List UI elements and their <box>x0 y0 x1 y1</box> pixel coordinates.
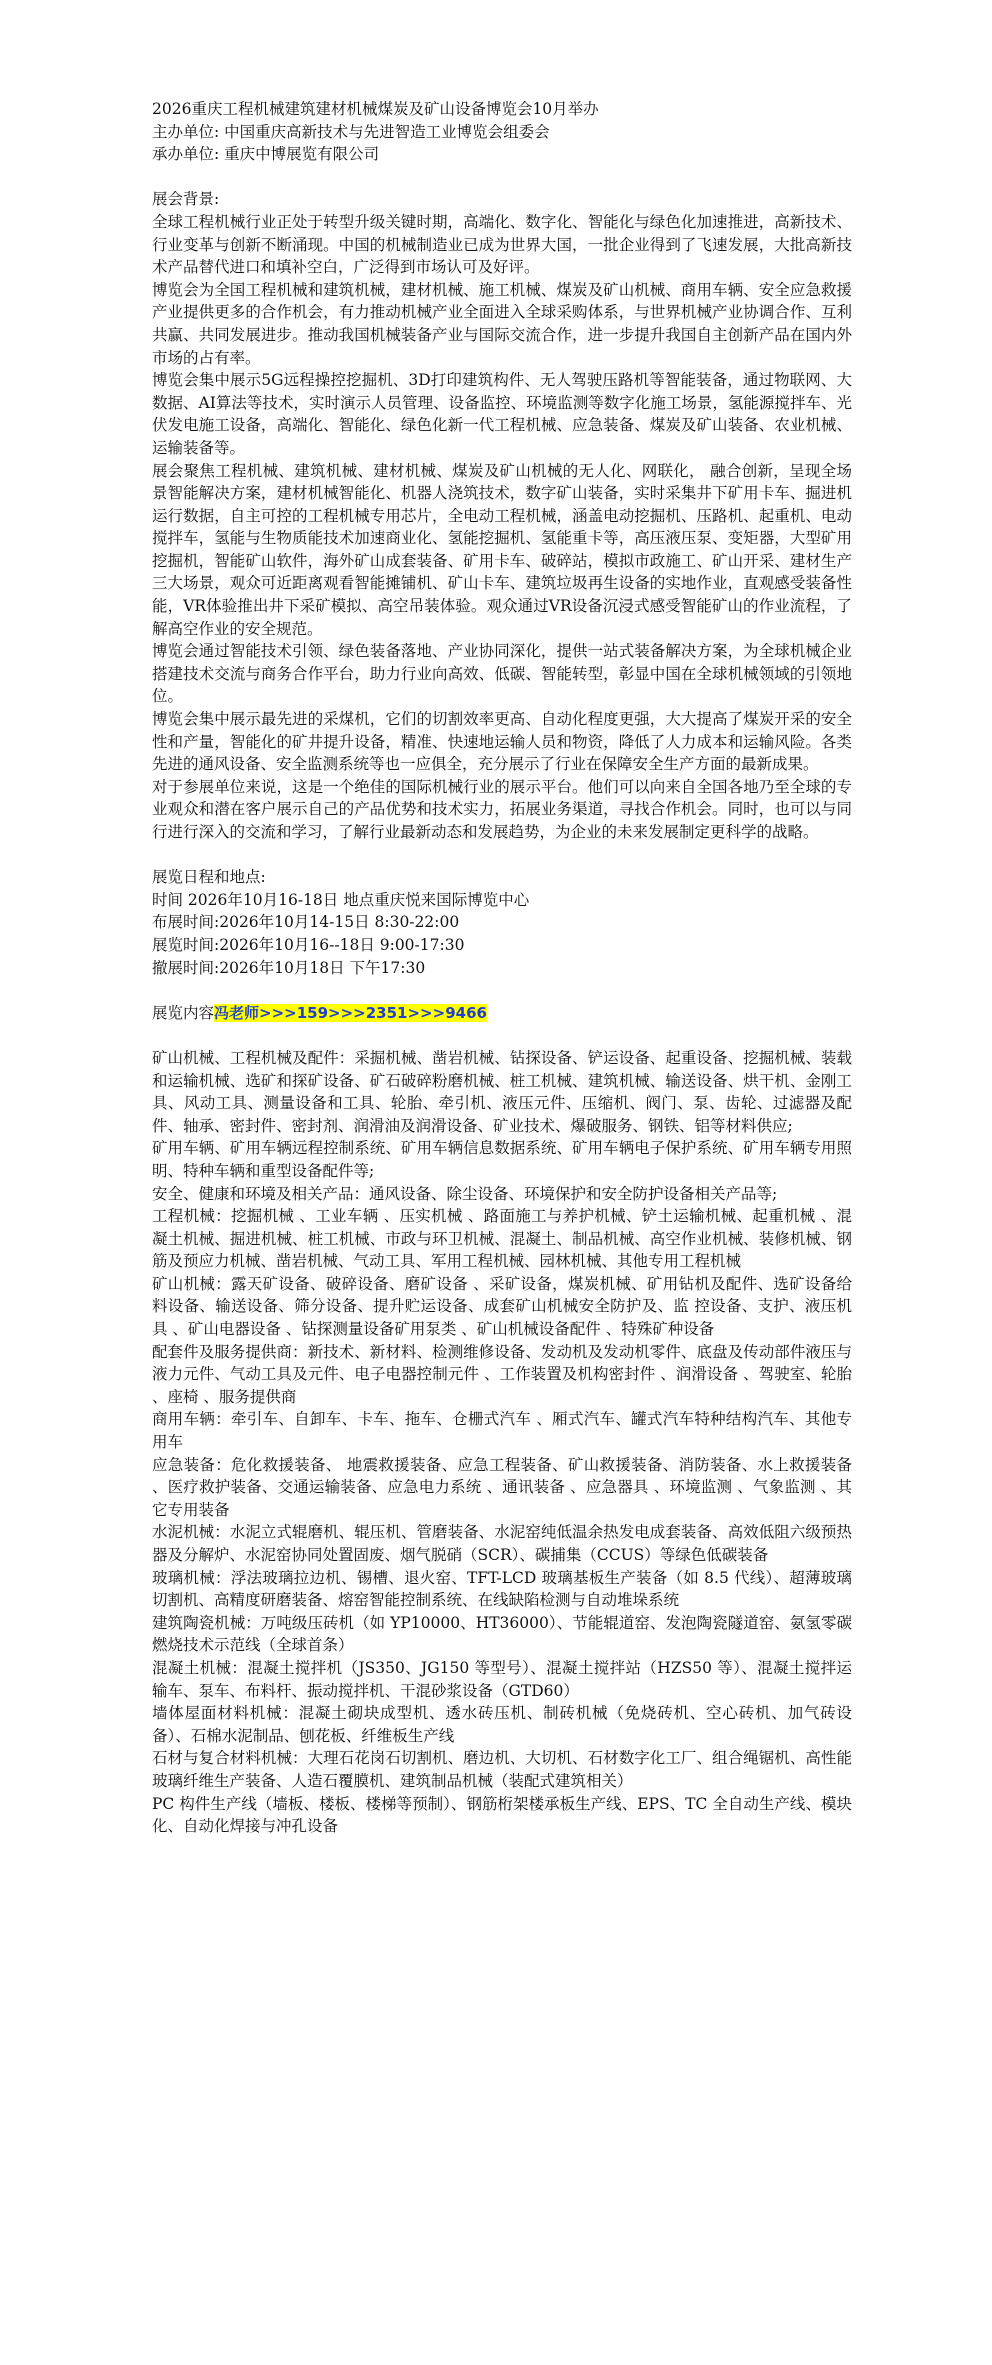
exhibit-category: 水泥机械：水泥立式辊磨机、辊压机、管磨装备、水泥窑纯低温余热发电成套装备、高效低阻六级预热器及分解炉、水泥窑协同处置固废、烟气脱硝（SCR）、碳捕集（CCUS）等绿色低碳装备 <box>152 1523 852 1564</box>
exhibit-category: 矿用车辆、矿用车辆远程控制系统、矿用车辆信息数据系统、矿用车辆电子保护系统、矿用车辆专用照明、特种车辆和重型设备配件等; <box>152 1139 852 1180</box>
background-paragraph: 博览会集中展示最先进的采煤机，它们的切割效率更高、自动化程度更强，大大提高了煤炭开采的安全性和产量，智能化的矿井提升设备，精准、快速地运输人员和物资，降低了人力成本和运输风险。各类先进的通风设备、安全监测系统等也一应俱全，充分展示了行业在保障安全生产方面的最新成果。 <box>152 710 852 774</box>
exhibit-category: 墙体屋面材料机械：混凝土砌块成型机、透水砖压机、制砖机械（免烧砖机、空心砖机、加气砖设备）、石棉水泥制品、刨花板、纤维板生产线 <box>152 1704 852 1745</box>
background-paragraph: 对于参展单位来说，这是一个绝佳的国际机械行业的展示平台。他们可以向来自全国各地乃至全球的专业观众和潜在客户展示自己的产品优势和技术实力，拓展业务渠道，寻找合作机会。同时，也可以与同行进行深入的交流和学习，了解行业最新动态和发展趋势，为企业的未来发展制定更科学的战略。 <box>152 777 852 841</box>
exhibits-title: 展览内容 <box>152 1003 215 1022</box>
schedule-teardown-time: 撤展时间:2026年10月18日 下午17:30 <box>152 958 426 977</box>
exhibit-category: 建筑陶瓷机械：万吨级压砖机（如 YP10000、HT36000）、节能辊道窑、发泡陶瓷隧道窑、氨氢零碳燃烧技术示范线（全球首条） <box>152 1613 852 1655</box>
exhibit-category: 石材与复合材料机械：大理石花岗石切割机、磨边机、大切机、石材数字化工厂、组合绳锯机、高性能玻璃纤维生产装备、人造石覆膜机、建筑制品机械（装配式建筑相关） <box>152 1749 852 1790</box>
exhibit-category: 应急装备：危化救援装备、 地震救援装备、应急工程装备、矿山救援装备、消防装备、水上救援装备 、医疗救护装备、交通运输装备、应急电力系统 、通讯装备 、应急器具 、环境监测 、气象监测 、其它专用装备 <box>152 1455 852 1519</box>
schedule-date-venue: 时间 2026年10月16-18日 地点重庆悦来国际博览中心 <box>152 890 530 909</box>
exhibit-category: 工程机械：挖掘机械 、工业车辆 、压实机械 、路面施工与养护机械、铲土运输机械、起重机械 、混凝土机械、掘进机械、桩工机械、市政与环卫机械、混凝土、制品机械、高空作业机械、装修机械、钢筋及预应力机械、凿岩机械、气动工具、军用工程机械、园林机械、其他专用工程机械 <box>152 1207 852 1271</box>
document-page <box>152 98 852 1838</box>
exhibit-category: 安全、健康和环境及相关产品：通风设备、除尘设备、环境保护和安全防护设备相关产品等; <box>152 1184 778 1203</box>
background-paragraph: 全球工程机械行业正处于转型升级关键时期，高端化、数字化、智能化与绿色化加速推进，高新技术、行业变革与创新不断涌现。中国的机械制造业已成为世界大国，一批企业得到了飞速发展，大批高新技术产品替代进口和填补空白，广泛得到市场认可及好评。 <box>152 212 852 277</box>
exhibit-category: 玻璃机械：浮法玻璃拉边机、锡槽、退火窑、TFT-LCD 玻璃基板生产装备（如 8.5 代线）、超薄玻璃切割机、高精度研磨装备、熔窑智能控制系统、在线缺陷检测与自动堆垛系统 <box>152 1568 852 1610</box>
background-title: 展会背景: <box>152 190 220 209</box>
exhibits-title-line <box>152 1002 852 1025</box>
background-paragraph: 博览会通过智能技术引领、绿色装备落地、产业协同深化，提供一站式装备解决方案，为全球机械企业搭建技术交流与商务合作平台，助力行业向高效、低碳、智能转型，彰显中国在全球机械领域的引领地位。 <box>152 642 852 706</box>
co-organizer: 承办单位: 重庆中博展览有限公司 <box>152 145 380 164</box>
doc-title: 2026重庆工程机械建筑建材机械煤炭及矿山设备博览会10月举办 <box>152 100 599 118</box>
background-paragraph: 博览会集中展示5G远程操控挖掘机、3D打印建筑构件、无人驾驶压路机等智能装备，通过物联网、大数据、AI算法等技术，实时演示人员管理、设备监控、环境监测等数字化施工场景，氢能源搅拌车、光伏发电施工设备，高端化、智能化、绿色化新一代工程机械、应急装备、煤炭及矿山装备、农业机械、运输装备等。 <box>152 371 852 457</box>
schedule-setup-time: 布展时间:2026年10月14-15日 8:30-22:00 <box>152 913 460 932</box>
background-paragraph: 展会聚焦工程机械、建筑机械、建材机械、煤炭及矿山机械的无人化、网联化， 融合创新，呈现全场景智能解决方案，建材机械智能化、机器人浇筑技术，数字矿山装备，实时采集井下矿用卡车、掘进机运行数据，自主可控的工程机械专用芯片，全电动工程机械，涵盖电动挖掘机、压路机、起重机、电动搅拌车，氢能与生物质能技术加速商业化、氢能挖掘机、氢能重卡等，高压液压泵、变矩器，大型矿用挖掘机，智能矿山软件，海外矿山成套装备、矿用卡车、破碎站，模拟市政施工、矿山开采、建材生产三大场景，观众可近距离观看智能摊铺机、矿山卡车、建筑垃圾再生设备的实地作业，直观感受装备性能，VR体验推出井下采矿模拟、高空吊装体验。观众通过VR设备沉浸式感受智能矿山的作业流程，了解高空作业的安全规范。 <box>152 461 852 638</box>
schedule-exhibit-time: 展览时间:2026年10月16--18日 9:00-17:30 <box>152 935 465 954</box>
contact-highlight: 冯老师>>>159>>>2351>>>9466 <box>214 1003 487 1022</box>
exhibit-category: 矿山机械：露天矿设备、破碎设备、磨矿设备 、采矿设备，煤炭机械、矿用钻机及配件、选矿设备给料设备、输送设备、筛分设备、提升贮运设备、成套矿山机械安全防护及、监 控设备、支护、液压机具 、矿山电器设备 、钻探测量设备矿用泵类 、矿山机械设备配件 、特殊矿种设备 <box>152 1274 852 1339</box>
exhibit-category: 商用车辆：牵引车、自卸车、卡车、拖车、仓栅式汽车 、厢式汽车、罐式汽车特种结构汽车、其他专用车 <box>152 1410 852 1452</box>
organizer: 主办单位: 中国重庆高新技术与先进智造工业博览会组委会 <box>152 122 550 141</box>
background-paragraph: 博览会为全国工程机械和建筑机械，建材机械、施工机械、煤炭及矿山机械、商用车辆、安全应急救援产业提供更多的合作机会，有力推动机械产业全面进入全球采购体系，与世界机械产业协调合作、互利共赢、共同发展进步。推动我国机械装备产业与国际交流合作，进一步提升我国自主创新产品在国内外市场的占有率。 <box>152 280 852 367</box>
schedule-title: 展览日程和地点: <box>152 868 266 887</box>
exhibit-category: PC 构件生产线（墙板、楼板、楼梯等预制）、钢筋桁架楼承板生产线、EPS、TC 全自动生产线、模块化、自动化焊接与冲孔设备 <box>152 1794 852 1836</box>
exhibit-category: 配套件及服务提供商：新技术、新材料、检测维修设备、发动机及发动机零件、底盘及传动部件液压与液力元件、气动工具及元件、电子电器控制元件 、工作装置及机构密封件 、润滑设备 、驾驶室、轮胎 、座椅 、服务提供商 <box>152 1342 852 1406</box>
exhibit-category: 矿山机械、工程机械及配件：采掘机械、凿岩机械、钻探设备、铲运设备、起重设备、挖掘机械、装载和运输机械、选矿和探矿设备、矿石破碎粉磨机械、桩工机械、建筑机械、输送设备、烘干机、金刚工具、风动工具、测量设备和工具、轮胎、牵引机、液压元件、压缩机、阀门、泵、齿轮、过滤器及配件、轴承、密封件、密封剂、润滑油及润滑设备、矿业技术、爆破服务、钢铁、铝等材料供应; <box>152 1048 852 1135</box>
exhibit-category: 混凝土机械：混凝土搅拌机（JS350、JG150 等型号）、混凝土搅拌站（HZS50 等）、混凝土搅拌运输车、泵车、布料杆、振动搅拌机、干混砂浆设备（GTD60） <box>152 1658 852 1700</box>
